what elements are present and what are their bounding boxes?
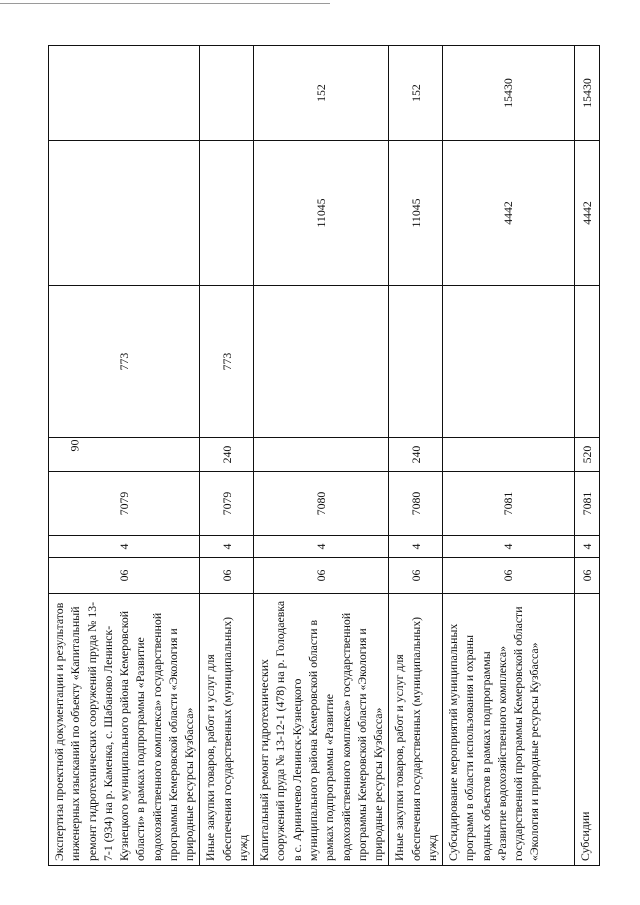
row-name: Капитальный ремонт гидротехнических сооружений пруда № 13-12-1 (478) на р. Голодаевка в с. Ариничево Ленинск-Кузнецкого муниципального района Кемеровской области в рамках подпрограммы «Развитие водохозяйственного комплекса» государственной программы Кемеровской области «Экология и природные ресурсы Кузбасса» [254, 594, 389, 866]
table-row [389, 46, 443, 866]
row-name: Субсидии [575, 594, 600, 866]
subsection-code: 4 [254, 536, 389, 558]
table-row [575, 46, 600, 866]
section-code: 06 [575, 558, 600, 594]
subsection-code: 4 [49, 536, 200, 558]
amount-col-3 [200, 46, 254, 141]
amount-col-2: 4442 [575, 141, 600, 286]
section-code: 06 [49, 558, 200, 594]
amount-col-2: 4442 [443, 141, 575, 286]
page-number: 90 [67, 439, 82, 452]
subsection-code: 4 [575, 536, 600, 558]
amount-col-1 [443, 286, 575, 438]
amount-col-3: 15430 [443, 46, 575, 141]
expense-type-code: 520 [575, 438, 600, 472]
amount-col-1 [389, 286, 443, 438]
amount-col-2: 11045 [389, 141, 443, 286]
budget-table [48, 45, 600, 866]
target-article-code: 7079 [200, 472, 254, 536]
amount-col-2: 11045 [254, 141, 389, 286]
amount-col-2 [49, 141, 200, 286]
amount-col-2 [200, 141, 254, 286]
amount-col-3: 15430 [575, 46, 600, 141]
section-code: 06 [254, 558, 389, 594]
table-row [443, 46, 575, 866]
amount-col-1 [575, 286, 600, 438]
target-article-code: 7079 [49, 472, 200, 536]
rotated-page-content [48, 46, 594, 866]
expense-type-code: 240 [389, 438, 443, 472]
expense-type-code [49, 438, 200, 472]
expense-type-code [254, 438, 389, 472]
subsection-code: 4 [200, 536, 254, 558]
row-name: Экспертиза проектной документации и результатов инженерных изысканий по объекту «Капитальный ремонт гидротехнических сооружений пруда № 13-7-1 (934) на р. Каменка, с. Шабаново Ленинск-Кузнецкого муниципального района Кемеровской области» в рамках подпрограммы «Развитие водохозяйственного комплекса» государственной программы Кемеровской области «Экология и природные ресурсы Кузбасса» [49, 594, 200, 866]
table-row [254, 46, 389, 866]
row-name: Иные закупки товаров, работ и услуг для обеспечения государственных (муниципальных) нужд [389, 594, 443, 866]
amount-col-1 [254, 286, 389, 438]
top-rule [0, 3, 330, 4]
amount-col-3 [49, 46, 200, 141]
section-code: 06 [389, 558, 443, 594]
table-row [200, 46, 254, 866]
row-name: Иные закупки товаров, работ и услуг для обеспечения государственных (муниципальных) нужд [200, 594, 254, 866]
target-article-code: 7080 [254, 472, 389, 536]
table-body [49, 46, 600, 866]
amount-col-3: 152 [254, 46, 389, 141]
table-row [49, 46, 200, 866]
row-name: Субсидирование мероприятий муниципальных программ в области использования и охраны водных объектов в рамках подпрограммы «Развитие водохозяйственного комплекса» государственной программы Кемеровской области «Экология и природные ресурсы Кузбасса» [443, 594, 575, 866]
target-article-code: 7081 [575, 472, 600, 536]
section-code: 06 [443, 558, 575, 594]
amount-col-1: 773 [200, 286, 254, 438]
section-code: 06 [200, 558, 254, 594]
expense-type-code: 240 [200, 438, 254, 472]
subsection-code: 4 [443, 536, 575, 558]
target-article-code: 7080 [389, 472, 443, 536]
amount-col-3: 152 [389, 46, 443, 141]
subsection-code: 4 [389, 536, 443, 558]
amount-col-1: 773 [49, 286, 200, 438]
expense-type-code [443, 438, 575, 472]
target-article-code: 7081 [443, 472, 575, 536]
